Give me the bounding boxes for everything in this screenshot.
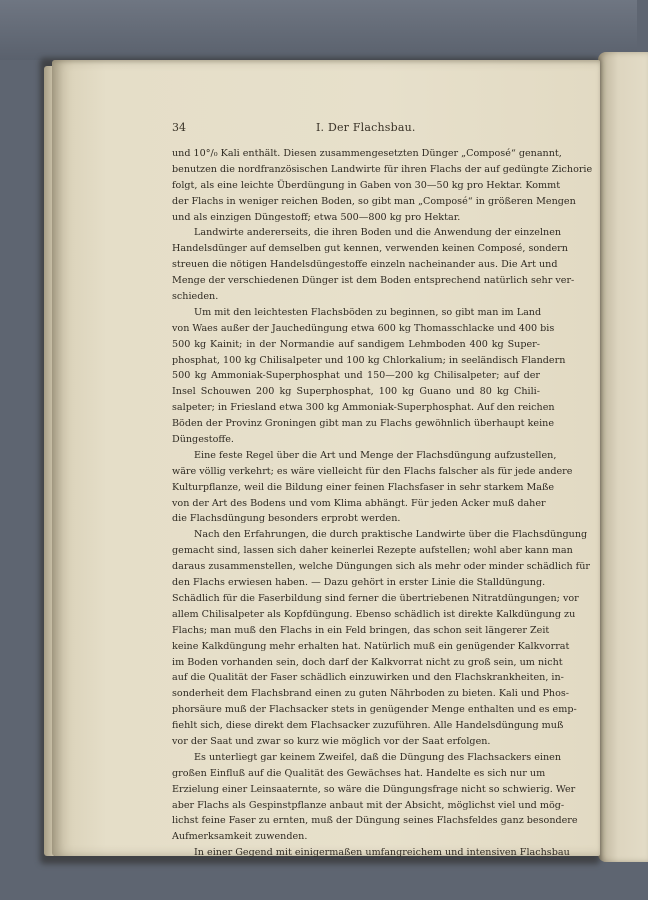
text-line: und als einzigen Düngestoff; etwa 500—800 kg pro Hektar. [172,211,461,223]
text-line: Flachs; man muß den Flachs in ein Feld bringen, das schon seit längerer Zeit [172,624,550,636]
text-line: Handelsdünger auf demselben gut kennen, verwenden keinen Composé, sondern [172,243,568,255]
text-line: daraus zusammenstellen, welche Düngungen sich als mehr oder minder schädlich für [172,561,590,573]
text-line: von Waes außer der Jauchedüngung etwa 600 kg Thomasschlacke und 400 bis [172,322,555,334]
text-line: im Boden vorhanden sein, doch darf der Kalkvorrat nicht zu groß sein, um nicht [172,656,563,668]
text-line: salpeter; in Friesland etwa 300 kg Ammoniak-Superphosphat. Auf den reichen [172,402,555,414]
text-line: von der Art des Bodens und vom Klima abhängt. Für jeden Acker muß daher [172,497,546,509]
text-line: keine Kalkdüngung mehr erhalten hat. Natürlich muß ein genügender Kalkvorrat [172,640,570,652]
text-line: Schädlich für die Faserbildung sind ferner die übertriebenen Nitratdüngungen; vor [172,592,579,604]
text-line: lichst feine Faser zu ernten, muß der Düngung seines Flachsfeldes ganz besondere [172,815,578,827]
text-line: folgt, als eine leichte Überdüngung in Gaben von 30—50 kg pro Hektar. Kommt [172,179,561,191]
text-line: 500 kg Ammoniak-Superphosphat und 150—200 kg Chilisalpeter; auf der [172,370,540,382]
text-line: benutzen die nordfranzösischen Landwirte für ihren Flachs der auf gedüngte Zichorie [172,163,593,175]
text-line: Um mit den leichtesten Flachsböden zu beginnen, so gibt man im Land [194,306,542,318]
text-line: Menge der verschiedenen Dünger ist dem Boden entsprechend natürlich sehr ver- [172,275,575,287]
text-line: großen Einfluß auf die Qualität des Gewächses hat. Handelte es sich nur um [172,767,546,779]
text-line: phosphat, 100 kg Chilisalpeter und 100 kg Chlorkalium; in seeländisch Flandern [172,354,566,366]
text-line: gemacht sind, lassen sich daher keinerlei Rezepte aufstellen; wohl aber kann man [172,545,573,557]
text-line: die Flachsdüngung besonders erprobt werden. [172,513,401,525]
text-line: Böden der Provinz Groningen gibt man zu Flachs gewöhnlich überhaupt keine [172,418,554,430]
text-line: Nach den Erfahrungen, die durch praktische Landwirte über die Flachsdüngung [194,529,588,541]
page-number: 34 [172,121,186,134]
text-line: Es unterliegt gar keinem Zweifel, daß die Düngung des Flachsackers einen [194,751,562,763]
text-line: Landwirte andererseits, die ihren Boden und die Anwendung der einzelnen [194,227,562,239]
adjacent-page-edge [598,52,648,862]
text-line: Eine feste Regel über die Art und Menge der Flachsdüngung aufzustellen, [194,449,557,461]
text-line: fiehlt sich, diese direkt dem Flachsacker zuzuführen. Alle Handelsdüngung muß [172,720,564,732]
text-line: aber Flachs als Gespinstpflanze anbaut mit der Absicht, möglichst viel und mög- [172,799,565,811]
text-line: streuen die nötigen Handelsdüngestoffe einzeln nacheinander aus. Die Art und [172,259,558,271]
text-line: Kulturpflanze, weil die Bildung einer feinen Flachsfaser in sehr starkem Maße [172,481,555,493]
text-line: Erzielung einer Leinsaaternte, so wäre die Düngungsfrage nicht so schwierig. Wer [172,783,576,795]
text-line: Düngestoffe. [172,434,234,446]
page-header [120,117,544,137]
background-surface [0,0,637,60]
running-head: I. Der Flachsbau. [316,121,416,134]
text-line: und 10°/₀ Kali enthält. Diesen zusammengesetzten Dünger „Composé“ genannt, [172,148,562,159]
text-line: der Flachs in weniger reichen Boden, so gibt man „Composé“ in größeren Mengen [172,195,576,207]
body-text [172,146,593,861]
text-line: In einer Gegend mit einigermaßen umfangreichem und intensiven Flachsbau [194,847,570,859]
text-line: phorsäure muß der Flachsacker stets in genügender Menge enthalten und es emp- [172,704,577,716]
text-line: 500 kg Kainit; in der Normandie auf sandigem Lehmboden 400 kg Super- [172,338,540,350]
text-line: Insel Schouwen 200 kg Superphosphat, 100 kg Guano und 80 kg Chili- [172,386,540,398]
text-line: schieden. [172,291,219,303]
text-line: den Flachs erwiesen haben. — Dazu gehört in erster Linie die Stalldüngung. [172,577,546,589]
text-line: vor der Saat und zwar so kurz wie möglich vor der Saat erfolgen. [172,735,491,747]
text-line: Aufmerksamkeit zuwenden. [172,831,308,843]
text-line: auf die Qualität der Faser schädlich einzuwirken und den Flachskrankheiten, in- [172,672,564,684]
text-line: allem Chilisalpeter als Kopfdüngung. Ebenso schädlich ist direkte Kalkdüngung zu [172,608,576,620]
text-line: sonderheit dem Flachsbrand einen zu guten Nährboden zu bieten. Kali und Phos- [172,688,570,700]
text-line: wäre völlig verkehrt; es wäre vielleicht für den Flachs falscher als für jede andere [172,465,573,477]
